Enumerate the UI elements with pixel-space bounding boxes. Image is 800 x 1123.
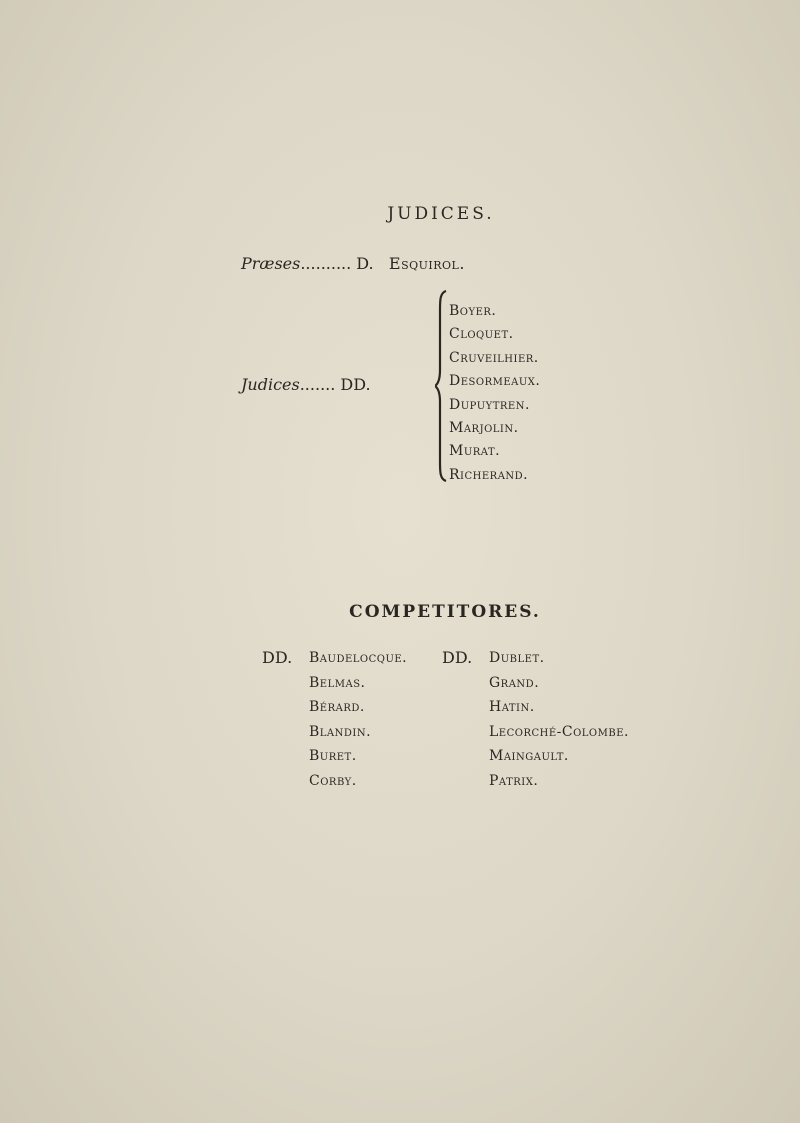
- list-item: Boyer.: [449, 303, 497, 319]
- list-item: Richerand.: [449, 466, 529, 483]
- curly-brace-icon: [435, 290, 447, 482]
- list-item: Cruveilhier.: [449, 349, 539, 366]
- judges-list: [449, 300, 540, 487]
- list-item: Dupuytren.: [449, 396, 530, 413]
- list-item: Maingault.: [489, 748, 569, 765]
- list-item: Hatin.: [489, 699, 535, 716]
- competitores-right-list: [489, 646, 629, 794]
- praeses-dots: ..........: [300, 254, 352, 273]
- list-item: Patrix.: [489, 772, 539, 789]
- list-item: Murat.: [449, 443, 501, 460]
- list-item: Grand.: [489, 674, 540, 691]
- competitores-right-title: DD.: [442, 648, 473, 667]
- list-item: Bérard.: [309, 699, 365, 716]
- list-item: Blandin.: [309, 723, 372, 740]
- praeses-line: [241, 254, 465, 273]
- list-item: Cloquet.: [449, 326, 514, 343]
- judices-line: [241, 375, 371, 394]
- list-item: Desormeaux.: [449, 373, 541, 390]
- list-item: Marjolin.: [449, 419, 519, 436]
- judices-heading: JUDICES.: [387, 204, 495, 225]
- list-item: Lecorché-Colombe.: [489, 723, 629, 740]
- list-item: Baudelocque.: [309, 650, 408, 666]
- list-item: Belmas.: [309, 674, 366, 691]
- list-item: Buret.: [309, 748, 357, 765]
- list-item: Corby.: [309, 772, 357, 789]
- competitores-heading: COMPETITORES.: [349, 602, 541, 623]
- show-through-texture: [0, 110, 800, 200]
- praeses-name: Esquirol.: [388, 254, 465, 273]
- judices-title: DD.: [340, 375, 371, 394]
- praeses-label: Præses: [241, 254, 301, 273]
- praeses-title: D.: [356, 254, 374, 273]
- judices-label: Judices: [241, 375, 300, 394]
- competitores-left-title: DD.: [262, 648, 293, 667]
- judices-dots: .......: [299, 375, 336, 394]
- list-item: Dublet.: [489, 650, 545, 666]
- competitores-left-list: [309, 646, 407, 794]
